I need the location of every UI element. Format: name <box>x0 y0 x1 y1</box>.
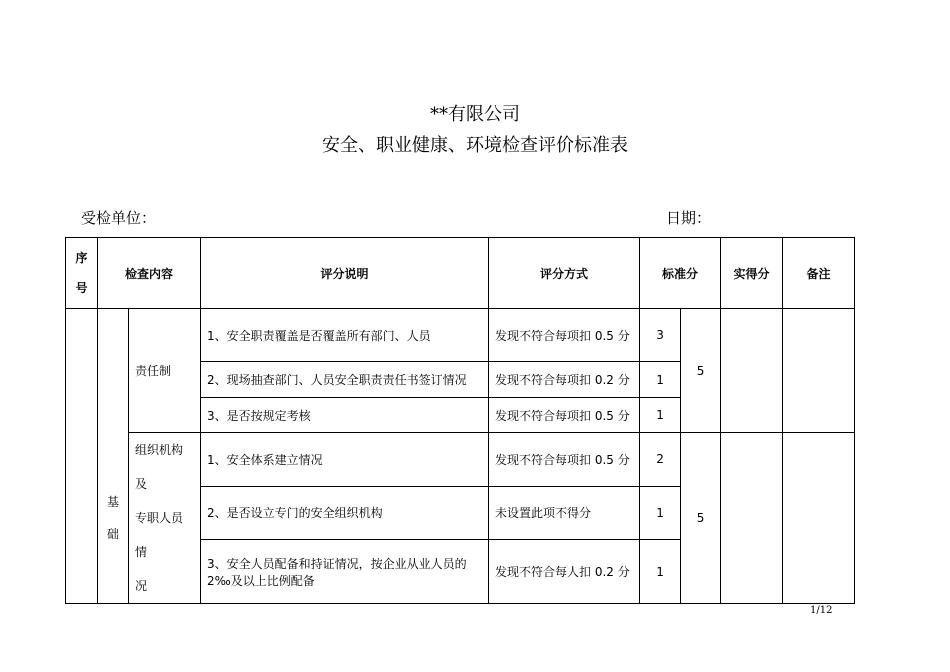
section-name-line2: 专职人员情 <box>135 511 184 559</box>
row-method: 未设置此项不得分 <box>489 486 640 540</box>
col-method: 评分方式 <box>489 238 640 309</box>
section-actual <box>721 309 783 433</box>
section-name-line1: 组织机构及 <box>135 443 184 491</box>
document-title: 安全、职业健康、环境检查评价标准表 <box>322 135 628 156</box>
col-seq <box>66 238 98 309</box>
category-line2: 础 <box>106 526 119 541</box>
col-seq-line2: 号 <box>75 281 88 295</box>
seq-cell <box>66 309 98 604</box>
col-desc: 评分说明 <box>201 238 489 309</box>
category-cell <box>98 433 129 604</box>
col-seq-line1: 序 <box>75 251 88 265</box>
company-name: **有限公司 <box>430 104 520 125</box>
col-standard: 标准分 <box>640 238 721 309</box>
row-score: 3 <box>640 309 681 362</box>
page-number: 1/12 <box>810 605 833 616</box>
col-content: 检查内容 <box>98 238 201 309</box>
col-remark: 备注 <box>783 238 855 309</box>
row-method: 发现不符合每项扣 0.2 分 <box>489 362 640 398</box>
row-method: 发现不符合每人扣 0.2 分 <box>489 540 640 604</box>
row-desc: 2、现场抽查部门、人员安全职责责任书签订情况 <box>201 362 489 398</box>
section-remark <box>783 309 855 433</box>
section-remark <box>783 433 855 604</box>
category-line1: 基 <box>106 494 119 509</box>
row-score: 1 <box>640 486 681 540</box>
date-label: 日期： <box>666 209 712 227</box>
row-desc: 3、安全人员配备和持证情况，按企业从业人员的 2‰及以上比例配备 <box>201 540 489 604</box>
col-actual: 实得分 <box>721 238 783 309</box>
row-score: 2 <box>640 433 681 487</box>
row-method: 发现不符合每项扣 0.5 分 <box>489 398 640 433</box>
table-row <box>66 433 855 487</box>
row-desc: 1、安全体系建立情况 <box>201 433 489 487</box>
row-desc: 3、是否按规定考核 <box>201 398 489 433</box>
section-name <box>129 433 201 604</box>
row-score: 1 <box>640 540 681 604</box>
inspected-unit-label: 受检单位： <box>81 209 157 227</box>
evaluation-table <box>65 237 855 604</box>
table-row <box>66 309 855 362</box>
section-total: 5 <box>681 309 721 433</box>
section-actual <box>721 433 783 604</box>
row-method: 发现不符合每项扣 0.5 分 <box>489 433 640 487</box>
category-cell-upper <box>98 309 129 433</box>
section-total: 5 <box>681 433 721 604</box>
row-desc: 2、是否设立专门的安全组织机构 <box>201 486 489 540</box>
section-name: 责任制 <box>129 309 201 433</box>
row-desc: 1、安全职责覆盖是否覆盖所有部门、人员 <box>201 309 489 362</box>
table-header-row <box>66 238 855 309</box>
row-score: 1 <box>640 362 681 398</box>
row-score: 1 <box>640 398 681 433</box>
section-name-line3: 况 <box>135 579 148 593</box>
row-method: 发现不符合每项扣 0.5 分 <box>489 309 640 362</box>
